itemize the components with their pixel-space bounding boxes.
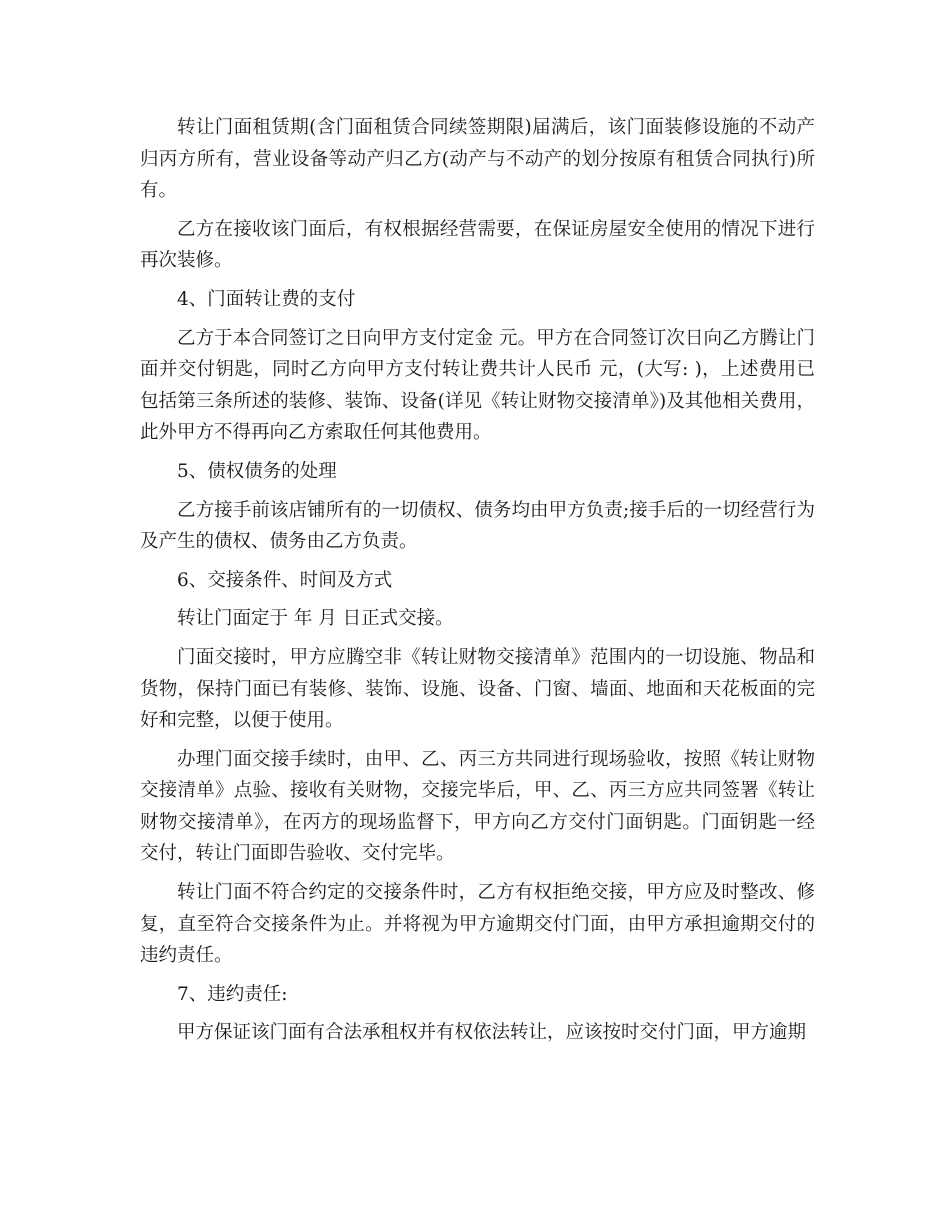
section-heading-debts: 5、债权债务的处理 [177,460,337,482]
paragraph-nonconformity: 转让门面不符合约定的交接条件时，乙方有权拒绝交接，甲方应及时整改、修复，直至符合交接条件为止。并将视为甲方逾期交付门面，由甲方承担逾期交付的违约责任。 [140,882,815,967]
section-heading-liability: 7、违约责任: [177,983,288,1005]
paragraph-handover-date: 转让门面定于 年 月 日正式交接。 [177,608,454,630]
paragraph-transfer-fee: 乙方于本合同签订之日向甲方支付定金 元。甲方在合同签订次日向乙方腾让门面并交付钥匙，同时乙方向甲方支付转让费共计人民币 元，(大写: )，上述费用已包括第三条所述的装修、装饰、设备(详见《转让财物交接清单》)及其他相关费用，此外甲方不得再向乙方索取任何其他费用。 [140,327,815,444]
paragraph-handover-procedure: 办理门面交接手续时，由甲、乙、丙三方共同进行现场验收，按照《转让财物交接清单》点验、接收有关财物，交接完毕后，甲、乙、丙三方应共同签署《转让财物交接清单》，在丙方的现场监督下，甲方向乙方交付门面钥匙。门面钥匙一经交付，转让门面即告验收、交付完毕。 [140,748,815,865]
paragraph-renovation-right: 乙方在接收该门面后，有权根据经营需要，在保证房屋安全使用的情况下进行再次装修。 [140,218,815,272]
paragraph-debt-handling: 乙方接手前该店铺所有的一切债权、债务均由甲方负责;接手后的一切经营行为及产生的债权、债务由乙方负责。 [140,499,815,553]
paragraph-property-ownership: 转让门面租赁期(含门面租赁合同续签期限)届满后，该门面装修设施的不动产归丙方所有，营业设备等动产归乙方(动产与不动产的划分按原有租赁合同执行)所有。 [140,117,815,202]
document-page [140,112,815,1056]
section-heading-handover: 6、交接条件、时间及方式 [177,569,393,591]
paragraph-liability-guarantee: 甲方保证该门面有合法承租权并有权依法转让，应该按时交付门面，甲方逾期 [177,1022,807,1044]
paragraph-handover-conditions: 门面交接时，甲方应腾空非《转让财物交接清单》范围内的一切设施、物品和货物，保持门面已有装修、装饰、设施、设备、门窗、墙面、地面和天花板面的完好和完整，以便于使用。 [140,646,815,732]
section-heading-payment: 4、门面转让费的支付 [177,288,356,310]
